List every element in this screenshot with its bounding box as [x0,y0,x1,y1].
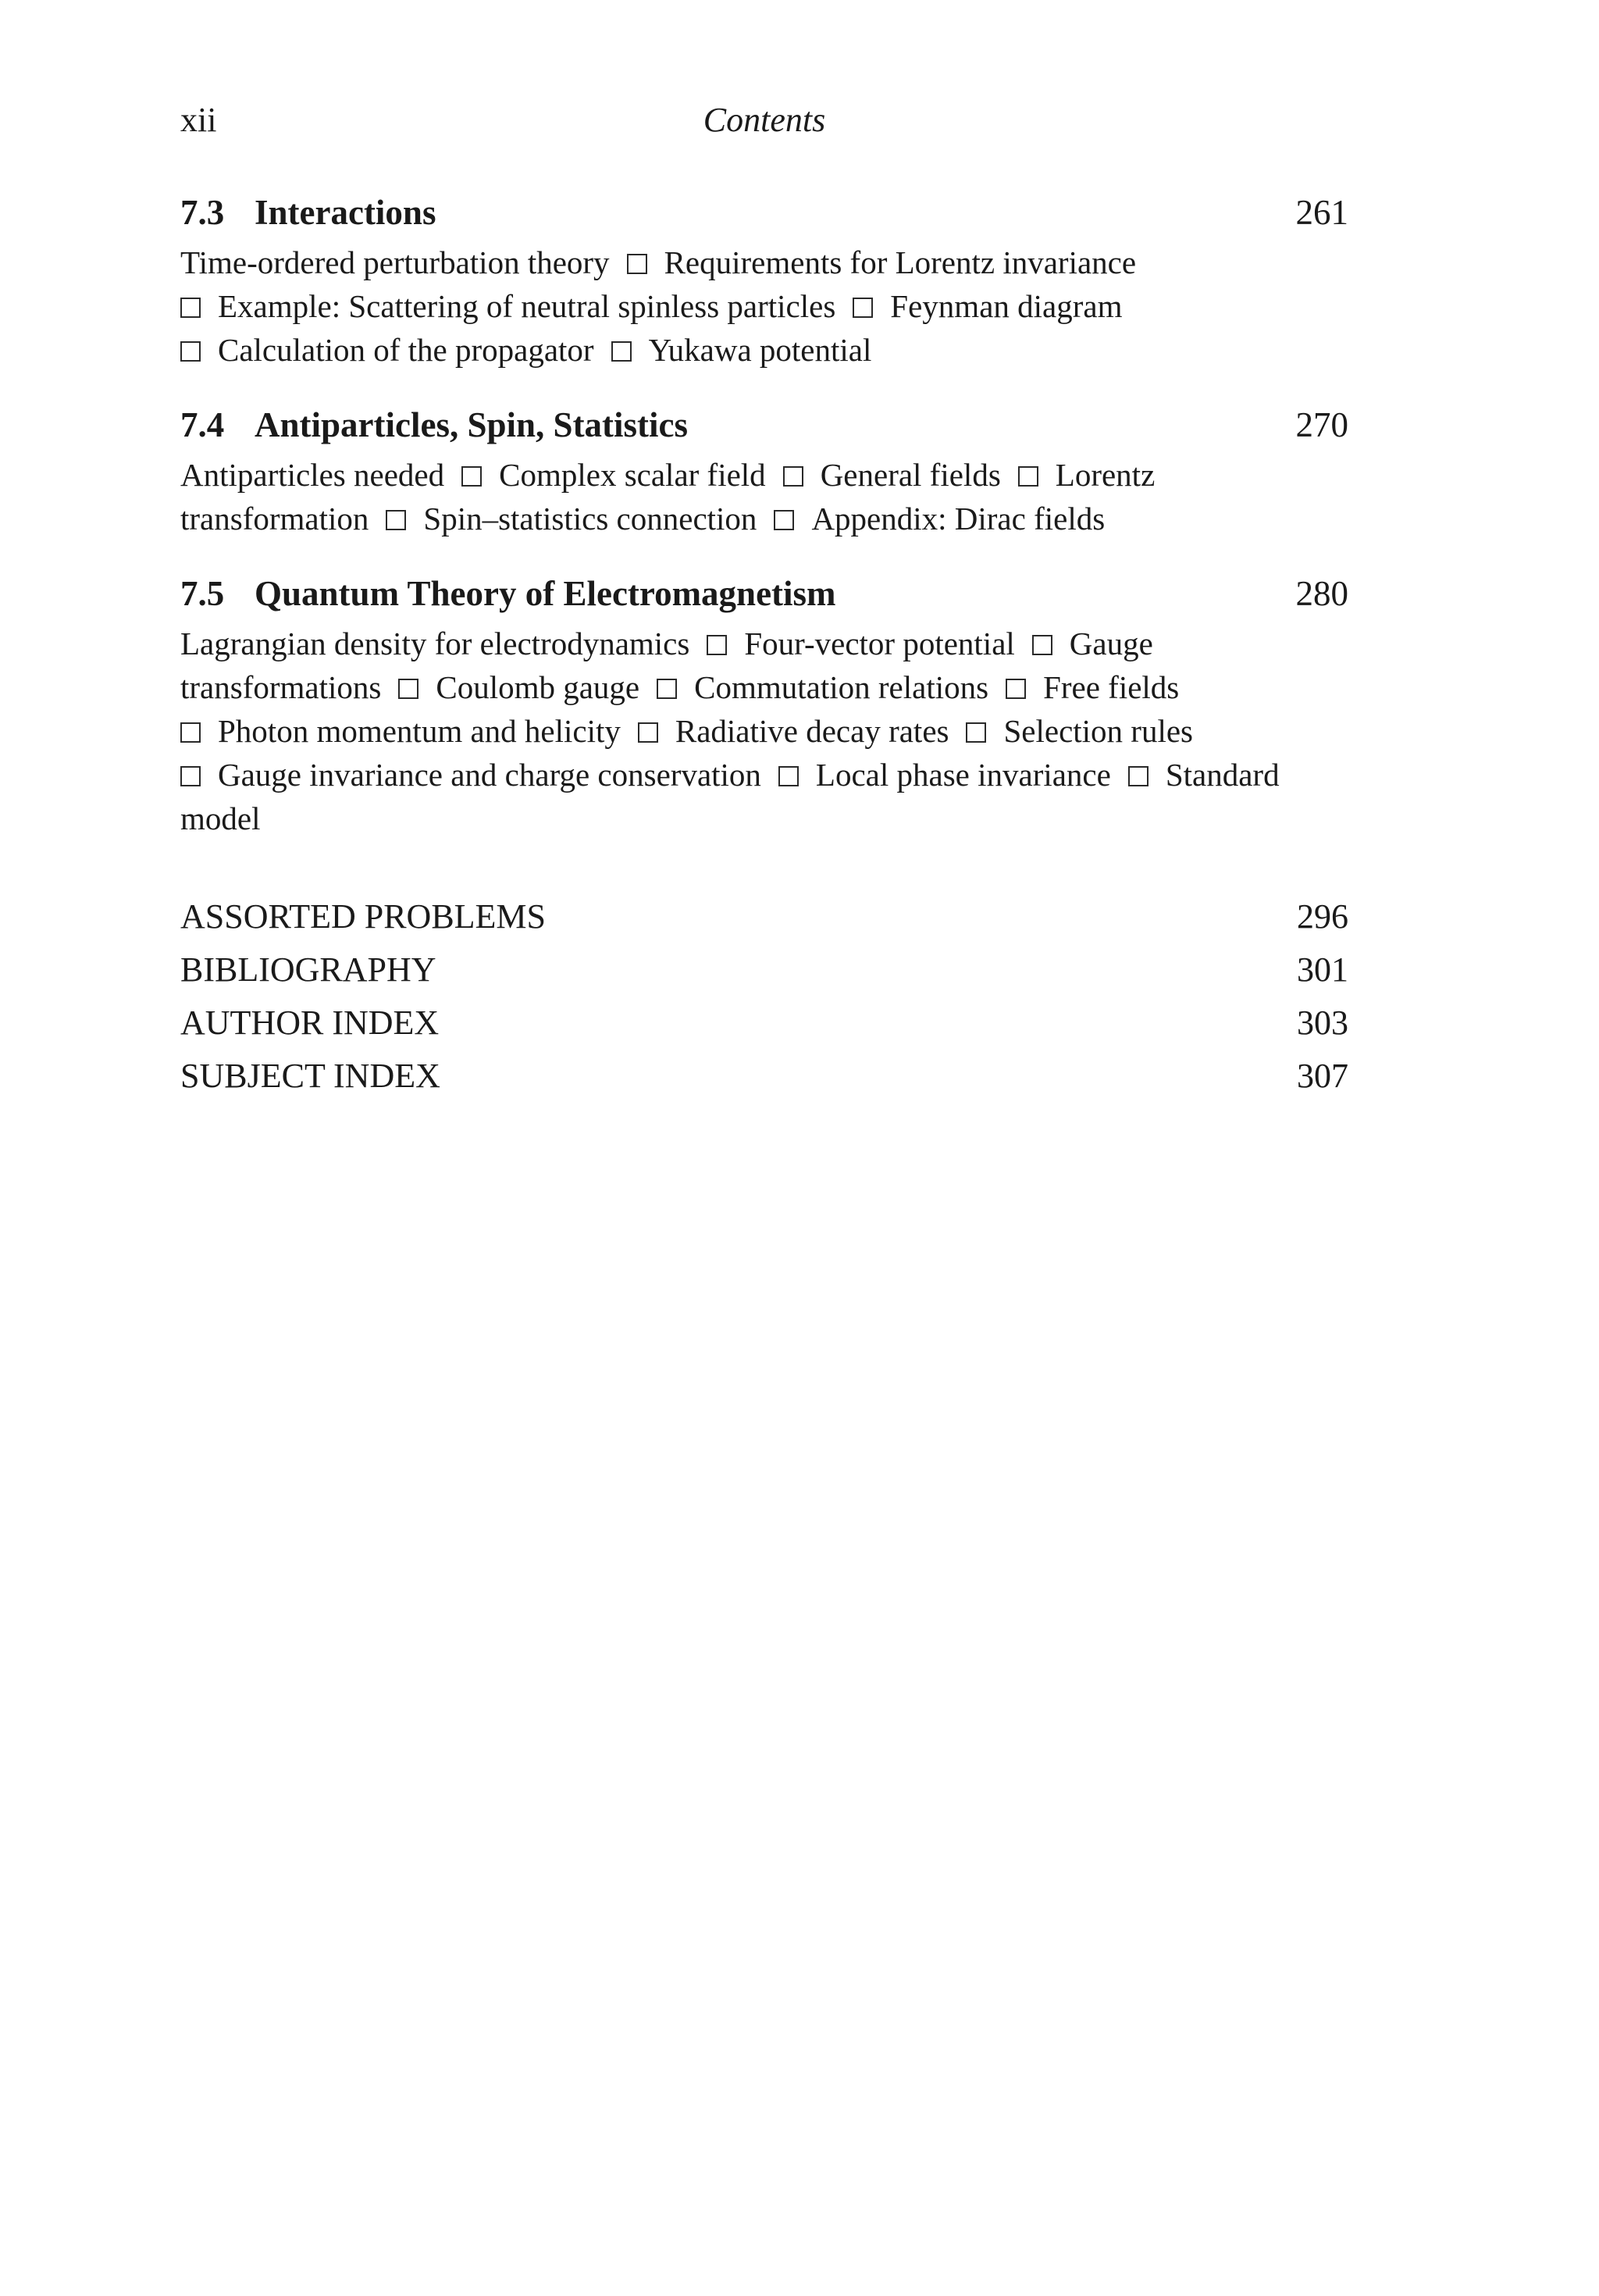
topic-item: Feynman diagram [890,288,1123,324]
box-separator-icon [783,466,803,487]
topic-item: Appendix: Dirac fields [811,501,1106,537]
backmatter-entry [180,996,1348,1050]
box-separator-icon [180,722,201,743]
page-folio: xii [180,101,217,139]
box-separator-icon [1018,466,1038,487]
section-number: 7.3 [180,193,225,232]
box-separator-icon [657,679,677,699]
section-title: Antiparticles, Spin, Statistics [255,405,689,444]
section-heading [180,190,436,235]
backmatter-page-number: 301 [1297,950,1348,989]
toc-section-7-3 [180,190,1348,372]
backmatter-label: SUBJECT INDEX [180,1057,440,1095]
box-separator-icon [611,341,632,362]
topic-line [180,284,1348,328]
topic-item: Four-vector potential [744,626,1015,661]
topic-item: Local phase invariance [815,757,1111,793]
box-separator-icon [398,679,418,699]
topic-item: Antiparticles needed [180,457,445,493]
topic-item: Yukawa potential [648,332,872,368]
section-heading [180,402,688,447]
topic-item: Standard [1165,757,1280,793]
topic-item: Calculation of the propagator [218,332,594,368]
section-heading-row [180,190,1348,235]
topic-item: Example: Scattering of neutral spinless particles [218,288,836,324]
box-separator-icon [627,254,647,274]
topic-line [180,622,1348,665]
topic-line [180,497,1348,540]
box-separator-icon [774,510,794,530]
box-separator-icon [853,298,873,318]
backmatter-entry [180,943,1348,996]
section-title: Interactions [255,193,436,232]
section-heading-row [180,571,1348,616]
box-separator-icon [180,341,201,362]
section-page-number: 270 [1295,405,1348,444]
topic-item: Complex scalar field [499,457,766,493]
backmatter-list [180,890,1348,1103]
backmatter-label: AUTHOR INDEX [180,1004,440,1042]
box-separator-icon [1006,679,1026,699]
box-separator-icon [180,298,201,318]
section-page-number: 261 [1295,193,1348,232]
section-number: 7.5 [180,574,225,613]
running-title: Contents [703,101,826,139]
topic-item: transformation [180,501,369,537]
topic-item: Commutation relations [694,669,989,705]
box-separator-icon [707,635,727,655]
section-number: 7.4 [180,405,225,444]
section-topics [180,622,1348,840]
topic-item: Gauge invariance and charge conservation [218,757,761,793]
toc-section-7-4 [180,402,1348,540]
topic-item: Coulomb gauge [436,669,640,705]
section-title: Quantum Theory of Electromagnetism [255,574,836,613]
section-topics [180,241,1348,372]
section-topics [180,453,1348,540]
topic-line [180,241,1348,284]
box-separator-icon [180,766,201,786]
running-head [180,100,1348,147]
topic-line [180,797,1348,840]
section-page-number: 280 [1295,574,1348,613]
topic-item: Time-ordered perturbation theory [180,244,610,280]
topic-item: Requirements for Lorentz invariance [664,244,1137,280]
section-heading-row [180,402,1348,447]
topic-item: Lagrangian density for electrodynamics [180,626,690,661]
backmatter-page-number: 303 [1297,1004,1348,1042]
backmatter-entry [180,1050,1348,1103]
topic-line [180,753,1348,797]
topic-item: Selection rules [1003,713,1194,749]
section-heading [180,571,836,616]
topic-line [180,453,1348,497]
topic-item: model [180,800,261,836]
backmatter-label: ASSORTED PROBLEMS [180,897,547,936]
topic-item: General fields [820,457,1001,493]
backmatter-entry [180,890,1348,943]
toc-section-7-5 [180,571,1348,840]
box-separator-icon [1128,766,1149,786]
topic-line [180,328,1348,372]
topic-item: Free fields [1043,669,1180,705]
box-separator-icon [461,466,482,487]
topic-item: Gauge [1069,626,1153,661]
topic-line [180,709,1348,753]
topic-item: Photon momentum and helicity [218,713,621,749]
backmatter-page-number: 307 [1297,1057,1348,1095]
backmatter-label: BIBLIOGRAPHY [180,950,436,989]
topic-item: Spin–statistics connection [423,501,757,537]
box-separator-icon [966,722,986,743]
topic-line [180,665,1348,709]
backmatter-page-number: 296 [1297,897,1348,936]
box-separator-icon [1032,635,1052,655]
topic-item: Lorentz [1055,457,1156,493]
box-separator-icon [386,510,406,530]
box-separator-icon [638,722,658,743]
box-separator-icon [778,766,799,786]
topic-item: Radiative decay rates [675,713,949,749]
topic-item: transformations [180,669,382,705]
